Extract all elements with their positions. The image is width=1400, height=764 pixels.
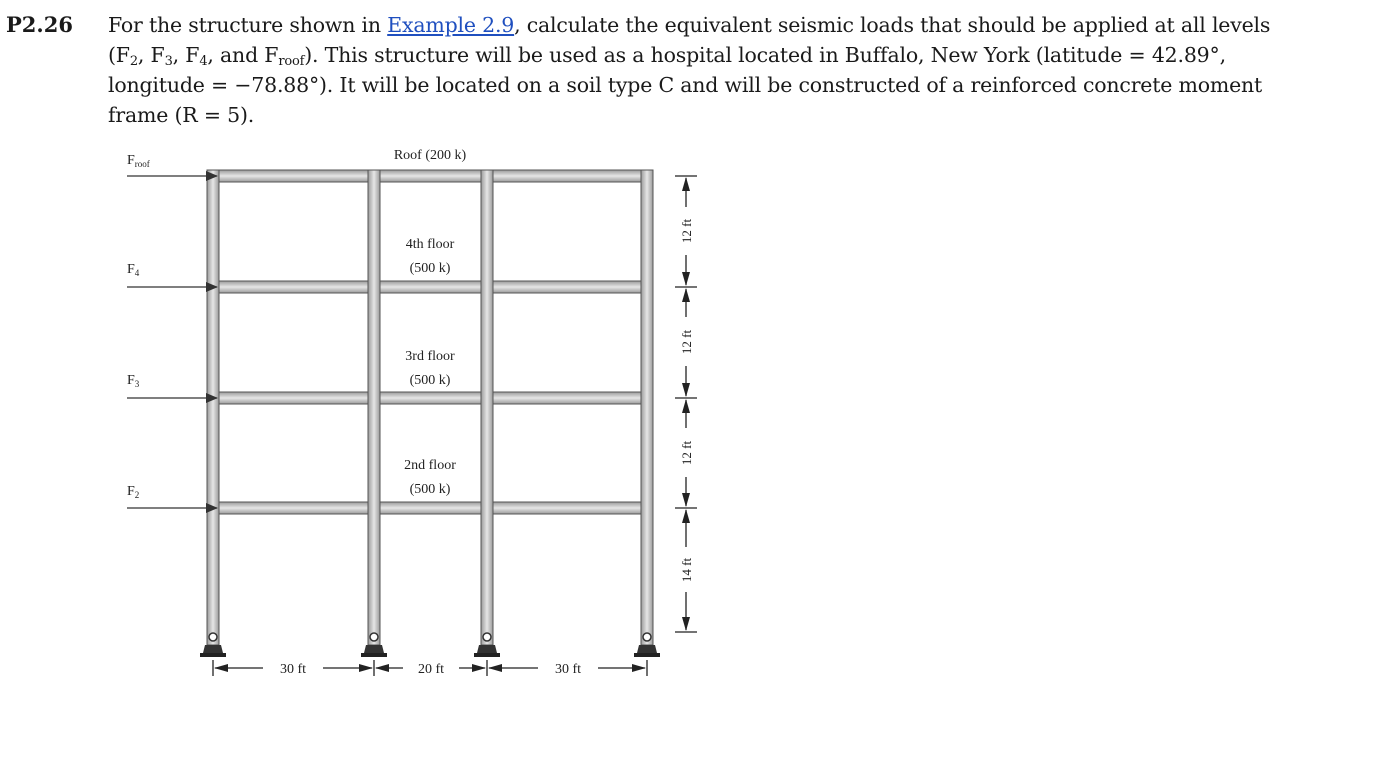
roof-beam <box>207 170 653 182</box>
comma-f4: , F <box>172 43 200 67</box>
third-floor-load: (500 k) <box>409 373 451 388</box>
support-3 <box>474 633 500 657</box>
force-label-f4: $F_4$ <box>127 262 140 278</box>
support-4 <box>634 633 660 657</box>
roof-label: Roof (200 k) <box>393 148 467 163</box>
column-4 <box>641 170 653 645</box>
width-label-bay-1: 30 ft <box>279 662 307 677</box>
paren-open: (F <box>108 43 130 67</box>
height-label-ground-story: 14 ft <box>679 557 694 583</box>
height-label-fourth-story: 12 ft <box>679 329 694 355</box>
problem-number: P2.26 <box>6 12 73 37</box>
supports <box>200 633 660 657</box>
force-labels <box>127 153 150 500</box>
sub-3: 3 <box>164 54 173 69</box>
comma-f3: , F <box>137 43 165 67</box>
force-label-f2: $F_2$ <box>127 484 140 500</box>
fourth-floor-beam <box>207 281 653 293</box>
force-arrows <box>127 176 217 508</box>
column-1 <box>207 170 219 645</box>
text-before-link: For the structure shown in <box>108 13 388 37</box>
height-label-roof-story: 12 ft <box>679 218 694 244</box>
force-label-roof: $F_{roof}$ <box>127 153 150 169</box>
second-floor-name: 2nd floor <box>404 458 456 473</box>
width-label-bay-3: 30 ft <box>554 662 582 677</box>
support-2 <box>361 633 387 657</box>
and-f: , and F <box>207 43 279 67</box>
height-label-third-story: 12 ft <box>679 440 694 466</box>
width-labels <box>280 662 581 677</box>
text-line4: frame (R = 5). <box>108 103 255 127</box>
text-line3: longitude = −78.88°). It will be located on a soil type C and will be constructed of a reinforced concrete moment <box>108 73 1263 97</box>
fourth-floor-load: (500 k) <box>409 261 451 276</box>
example-link[interactable]: Example 2.9 <box>387 13 515 37</box>
third-floor-name: 3rd floor <box>405 349 455 364</box>
fourth-floor-name: 4th floor <box>405 237 455 252</box>
level-labels <box>394 148 467 497</box>
column-3 <box>481 170 493 645</box>
column-2 <box>368 170 380 645</box>
width-label-bay-2: 20 ft <box>417 662 445 677</box>
text-line1-rest: , calculate the equivalent seismic loads that should be applied at all levels <box>514 13 1271 37</box>
second-floor-load: (500 k) <box>409 482 451 497</box>
force-label-f3: $F_3$ <box>127 373 140 389</box>
sub-2: 2 <box>129 54 138 69</box>
text-line2-rest: ). This structure will be used as a hospital located in Buffalo, New York (latitude = 42.89°, <box>304 43 1226 67</box>
second-floor-beam <box>207 502 653 514</box>
third-floor-beam <box>207 392 653 404</box>
sub-roof: roof <box>278 54 305 69</box>
support-1 <box>200 633 226 657</box>
sub-4: 4 <box>199 54 208 69</box>
